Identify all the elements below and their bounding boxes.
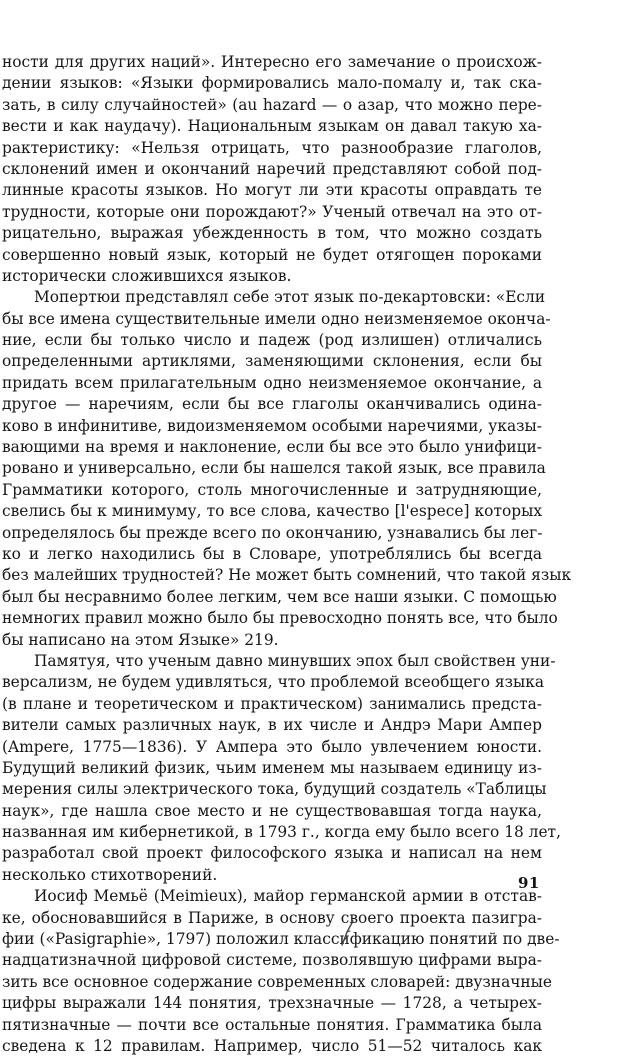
text-line: был бы несравнимо более легким, чем все наши языки. С помощью bbox=[2, 587, 557, 606]
text-line: свелись бы к минимуму, то все слова, качество [l'espece] которых bbox=[2, 502, 542, 521]
text-line: без малейших трудностей? Не может быть сомнений, что такой язык bbox=[2, 566, 572, 585]
text-line: ке, обосновавшийся в Париже, в основу своего проекта пазигра- bbox=[2, 908, 542, 927]
text-line: фии («Pasigraphie», 1797) положил классификацию понятий по две- bbox=[2, 930, 560, 949]
text-line: сведена к 12 правилам. Например, число 51—52 читалось как bbox=[2, 1036, 542, 1055]
text-line: рицательно, выражая убежденность в том, что можно создать bbox=[2, 224, 542, 243]
text-line: вести и как наудачу). Национальным языкам он давал такую ха- bbox=[2, 117, 542, 136]
text-line: цифры выражали 144 понятия, трехзначные — 1728, а четырех- bbox=[2, 994, 542, 1013]
text-line: вители самых различных наук, в их числе и Андрэ Мари Ампер bbox=[2, 716, 542, 735]
text-line: Мопертюи представлял себе этот язык по-декартовски: «Если bbox=[34, 288, 546, 307]
text-line: другое — наречиям, если бы все глаголы оканчивались одина- bbox=[2, 395, 542, 414]
text-line: наук», где нашла свое место и не существовавшая тогда наука, bbox=[2, 801, 542, 820]
page-number: 91 bbox=[518, 874, 540, 892]
text-line: бы все имена существительные имели одно неизменяемое оконча- bbox=[2, 309, 551, 328]
text-line: вающими на время и наклонение, если бы все это было унифици- bbox=[2, 438, 542, 457]
text-line: бы написано на этом Языке» 219. bbox=[2, 630, 279, 649]
text-line: немногих правил можно было бы превосходно понять все, что было bbox=[2, 609, 558, 628]
text-line: надцатизначной цифровой системе, позволявшую цифрами выра- bbox=[2, 951, 542, 970]
text-line: Будущий великий физик, чьим именем мы называем единицу из- bbox=[2, 758, 542, 777]
text-line: мерения силы электрического тока, будущий создатель «Таблицы bbox=[2, 780, 547, 799]
pen-mark-icon bbox=[338, 918, 358, 948]
text-line: склонений имен и окончаний наречий представляют собой под- bbox=[2, 159, 542, 178]
text-line: определенными артиклями, заменяющими склонения, если бы bbox=[2, 352, 542, 371]
text-line: версализм, не будем удивляться, что проблемой всеобщего языка bbox=[2, 673, 545, 692]
text-line: ково в инфинитиве, видоизменяемом особыми наречиями, указы- bbox=[2, 416, 542, 435]
text-line: зить все основное содержание современных словарей: двузначные bbox=[2, 972, 553, 991]
text-line: ровано и универсально, если бы нашелся такой язык, все правила bbox=[2, 459, 546, 478]
text-line: зать, в силу случайностей» (au hazard — о азар, что можно пере- bbox=[2, 95, 542, 114]
text-line: определялось бы прежде всего по окончанию, узнавались бы лег- bbox=[2, 523, 543, 542]
text-line: трудности, которые они порождают?» Ученый отвечал на это от- bbox=[2, 202, 542, 221]
body-text bbox=[2, 52, 572, 1057]
text-line: ние, если бы только число и падеж (род излишен) отличались bbox=[2, 331, 542, 350]
text-line: названная им кибернетикой, в 1793 г., когда ему было всего 18 лет, bbox=[2, 823, 561, 842]
text-line: совершенно новый язык, который не будет отягощен пороками bbox=[2, 245, 542, 264]
text-line: придать всем прилагательным одно неизменяемое окончание, а bbox=[2, 373, 542, 392]
text-line: линные красоты языков. Но могут ли эти красоты оправдать те bbox=[2, 181, 542, 200]
text-line: ности для других наций». Интересно его замечание о происхож- bbox=[2, 53, 542, 71]
text-line: дении языков: «Языки формировались мало-помалу и, так ска- bbox=[2, 74, 542, 93]
text-line: рактеристику: «Нельзя отрицать, что разнообразие глаголов, bbox=[2, 138, 542, 157]
text-line: Памятуя, что ученым давно минувших эпох был свойствен уни- bbox=[34, 651, 556, 670]
text-line: ко и легко находились бы в Словаре, употреблялись бы всегда bbox=[2, 544, 542, 563]
text-line: пятизначные — почти все остальные понятия. Грамматика была bbox=[2, 1015, 542, 1034]
text-line: несколько стихотворений. bbox=[2, 865, 218, 884]
text-line: (в плане и теоретическом и практическом) занимались предста- bbox=[2, 694, 542, 713]
text-line: Грамматики которого, столь многочисленные и затрудняющие, bbox=[2, 480, 542, 499]
text-line: (Ampere, 1775—1836). У Ампера это было увлечением юности. bbox=[2, 737, 542, 756]
text-line: исторически сложившихся языков. bbox=[2, 266, 292, 285]
text-line: разработал свой проект философского языка и написал на нем bbox=[2, 844, 542, 863]
text-line: Иосиф Мемьё (Meimieux), майор германской армии в отстав- bbox=[34, 887, 542, 906]
